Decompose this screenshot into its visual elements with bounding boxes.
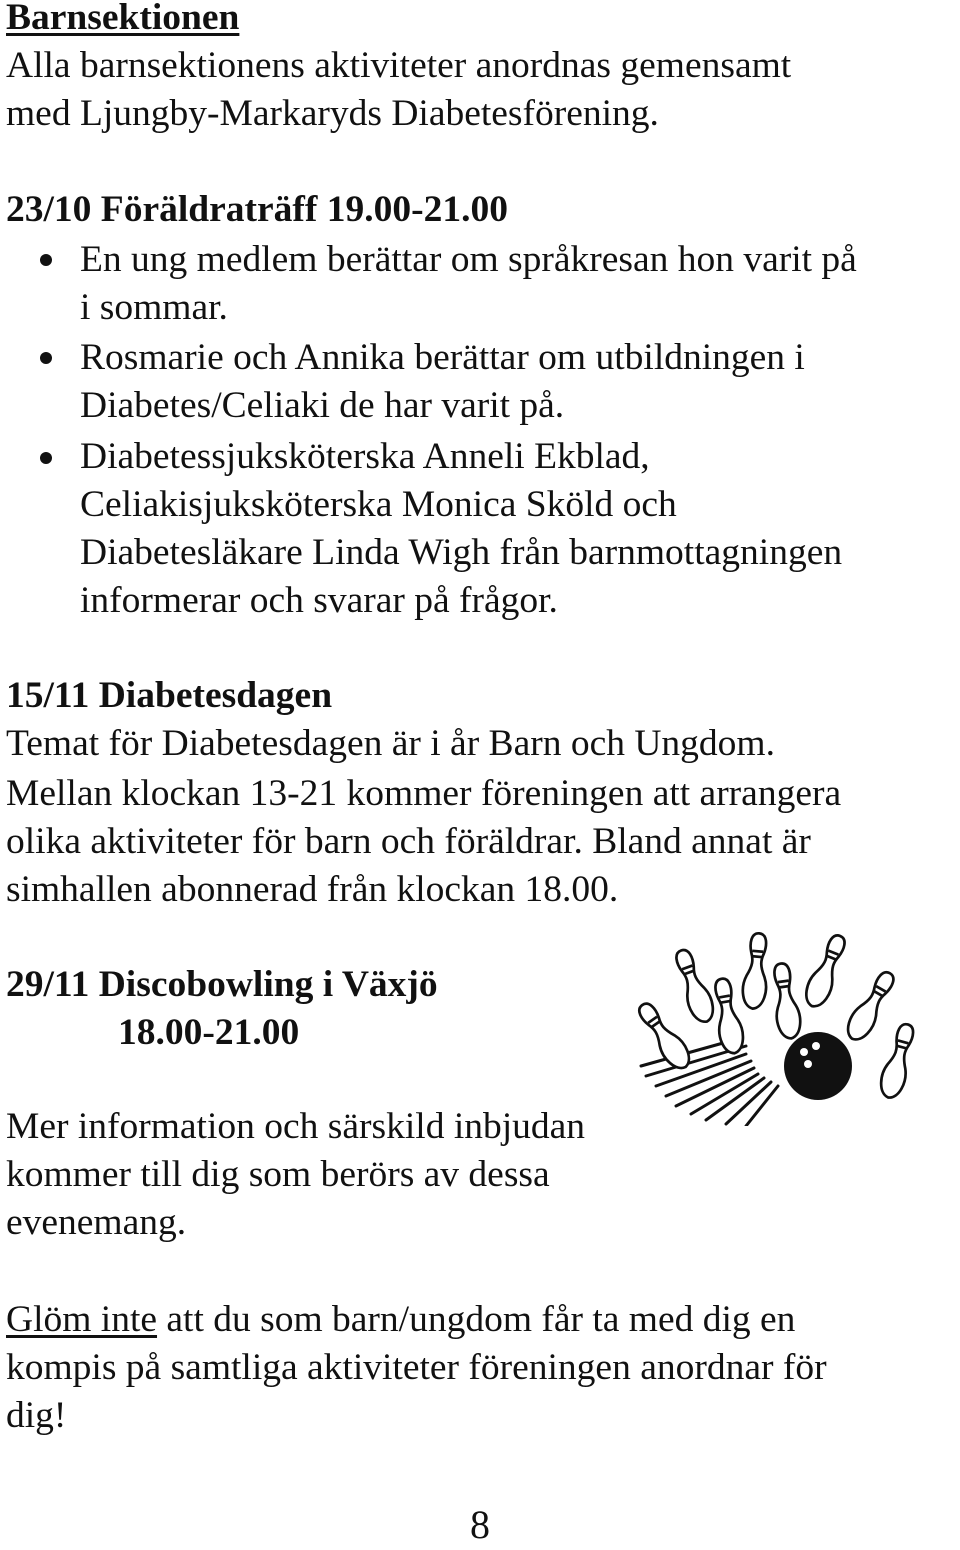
bullet-text: informerar och svarar på frågor. <box>80 580 558 621</box>
intro-line: med Ljungby-Markaryds Diabetesförening. <box>6 93 659 134</box>
paragraph-line: simhallen abonnerad från klockan 18.00. <box>6 869 619 910</box>
event-heading-discobowling: 29/11 Discobowling i Växjö <box>6 964 438 1005</box>
reminder-line <box>6 1296 795 1344</box>
reminder-emphasis: Glöm inte <box>6 1299 158 1340</box>
bullet-text: Diabetessjuksköterska Anneli Ekblad, <box>80 436 650 477</box>
bullet-marker <box>40 352 52 364</box>
bullet-text: Celiakisjuksköterska Monica Sköld och <box>80 484 677 525</box>
info-line: kommer till dig som berörs av dessa <box>6 1154 550 1195</box>
paragraph-line: Mellan klockan 13-21 kommer föreningen att arrangera <box>6 773 842 814</box>
paragraph-line: olika aktiviteter för barn och föräldrar. Bland annat är <box>6 821 811 862</box>
paragraph-line: Temat för Diabetesdagen är i år Barn och Ungdom. <box>6 723 775 764</box>
bullet-marker <box>40 254 52 266</box>
event-time: 18.00-21.00 <box>118 1012 300 1053</box>
reminder-line: kompis på samtliga aktiviteter föreningen anordnar för <box>6 1347 827 1388</box>
info-line: Mer information och särskild inbjudan <box>6 1106 586 1147</box>
bullet-text: i sommar. <box>80 287 228 328</box>
event-heading-diabetesdagen: 15/11 Diabetesdagen <box>6 675 333 716</box>
event-heading-foraldrattraff: 23/10 Föräldraträff 19.00-21.00 <box>6 189 508 230</box>
bullet-text: Rosmarie och Annika berättar om utbildningen i <box>80 337 805 378</box>
bullet-text: Diabetesläkare Linda Wigh från barnmottagningen <box>80 532 843 573</box>
section-title: Barnsektionen <box>6 0 240 38</box>
reminder-text: att du som barn/ungdom får ta med dig en <box>157 1299 796 1340</box>
bullet-marker <box>40 452 52 464</box>
page-number: 8 <box>470 1502 490 1547</box>
bowling-ball-pins-icon <box>636 926 936 1126</box>
bullet-text: En ung medlem berättar om språkresan hon varit på <box>80 239 857 280</box>
intro-line: Alla barnsektionens aktiviteter anordnas gemensamt <box>6 45 792 86</box>
info-line: evenemang. <box>6 1202 187 1243</box>
bullet-text: Diabetes/Celiaki de har varit på. <box>80 385 565 426</box>
reminder-line: dig! <box>6 1395 67 1436</box>
